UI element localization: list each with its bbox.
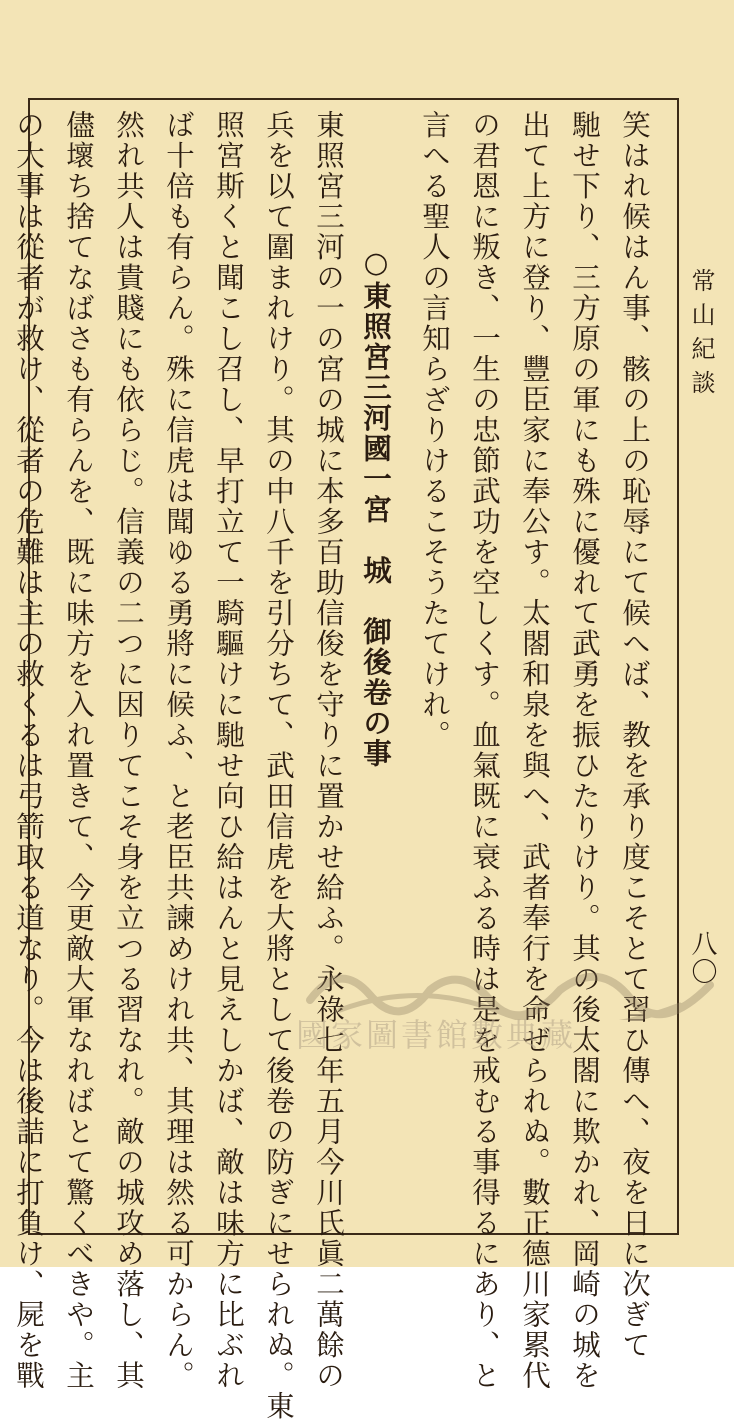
section-heading: ○東照宮三河國一宮 城 御後卷の事 [359, 245, 393, 769]
text-column-4: の君恩に叛き、一生の忠節武功を空しくす。血氣既に衰ふる時は是を戒むる事得るにあり、と [468, 110, 501, 1391]
text-column-1: 笑はれ候はん事、骸の上の恥辱にて候へば、教を承り度こそとて習ひ傳へ、夜を日に次ぎて [618, 110, 651, 1361]
text-column-13: の大事は從者が救け、從者の危難は主の救くるは弓箭取る道なり。今は後詰に打負け、屍を戰 [12, 110, 45, 1391]
page-number: 八〇 [687, 930, 717, 986]
running-title: 常山紀談 [687, 268, 715, 404]
text-column-10: ば十倍も有らん。殊に信虎は聞ゆる勇將に候ふ、と老臣共諫めけれ共、其理は然る可からん。 [162, 110, 195, 1391]
text-column-2: 馳せ下り、三方原の軍にも殊に優れて武勇を振ひたりけり。其の後太閤に欺かれ、岡崎の城を [568, 110, 601, 1391]
text-column-5: 言へる聖人の言知らざりけるこそうたてけれ。 [418, 110, 451, 751]
text-column-11: 然れ共人は貴賤にも依らじ。信義の二つに因りてこそ身を立つる習なれ。敵の城攻め落し、其 [112, 110, 145, 1391]
text-column-8: 兵を以て圍まれけり。其の中八千を引分ちて、武田信虎を大將として後卷の防ぎにせられぬ。東 [262, 110, 295, 1422]
text-column-12: 儘壞ち捨てなばさも有らんを、既に味方を入れ置きて、今更敵大軍なればとて驚くべきや。主 [62, 110, 95, 1391]
text-column-9: 照宮斯くと聞こし召し、早打立て一騎驅けに馳せ向ひ給はんと見えしかば、敵は味方に比ぶれ [212, 110, 245, 1391]
library-watermark-text: 國家圖書館數典藏 [296, 1016, 577, 1054]
text-column-3: 出て上方に登り、豐臣家に奉公す。太閤和泉を與へ、武者奉行を命ぜられぬ。數正德川家累代 [518, 110, 551, 1391]
text-column-7: 東照宮三河の一の宮の城に本多百助信俊を守りに置かせ給ふ。永祿七年五月今川氏眞二萬餘の [312, 110, 345, 1391]
